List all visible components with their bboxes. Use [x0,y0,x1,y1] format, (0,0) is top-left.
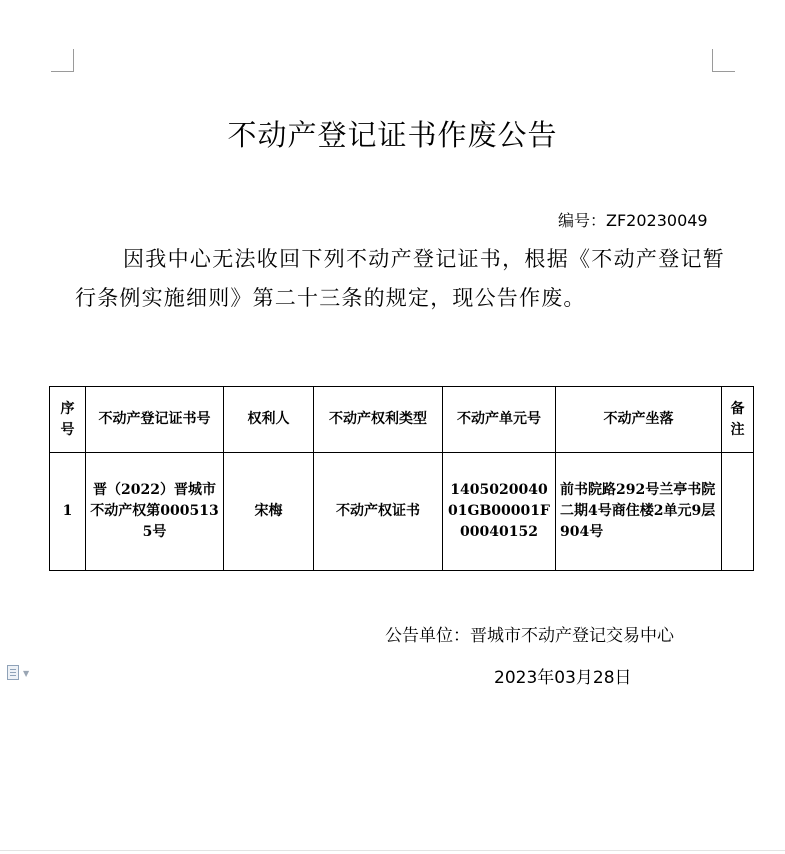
header-right-type: 不动产权利类型 [314,387,443,453]
header-unit-no: 不动产单元号 [443,387,556,453]
document-title: 不动产登记证书作废公告 [227,118,558,152]
page-corner-top-left [51,49,74,72]
table-row [50,453,754,571]
cell-holder: 宋梅 [224,453,314,571]
cell-right-type: 不动产权证书 [314,453,443,571]
header-certificate-no: 不动产登记证书号 [86,387,224,453]
cell-unit-no: 140502004001GB00001F00040152 [443,453,556,571]
document-icon[interactable] [7,665,19,680]
document-number: 编号：ZF20230049 [558,211,708,230]
cell-certificate-no: 晋（2022）晋城市不动产权第0005135号 [86,453,224,571]
cell-index: 1 [50,453,86,571]
table-header-row [50,387,754,453]
announcement-date: 2023年03月28日 [494,668,632,688]
header-remarks: 备注 [722,387,754,453]
header-holder: 权利人 [224,387,314,453]
header-location: 不动产坐落 [556,387,722,453]
header-index: 序号 [50,387,86,453]
caret-down-icon[interactable]: ▼ [23,669,30,678]
page-corner-top-right [712,49,735,72]
page-bottom-divider [0,850,785,851]
certificate-table [49,386,754,571]
body-paragraph: 因我中心无法收回下列不动产登记证书，根据《不动产登记暂行条例实施细则》第二十三条的规定，现公告作废。 [75,247,725,310]
cell-remarks [722,453,754,571]
cell-location: 前书院路292号兰亭书院二期4号商住楼2单元9层904号 [556,453,722,571]
announcing-unit: 公告单位：晋城市不动产登记交易中心 [385,626,674,646]
